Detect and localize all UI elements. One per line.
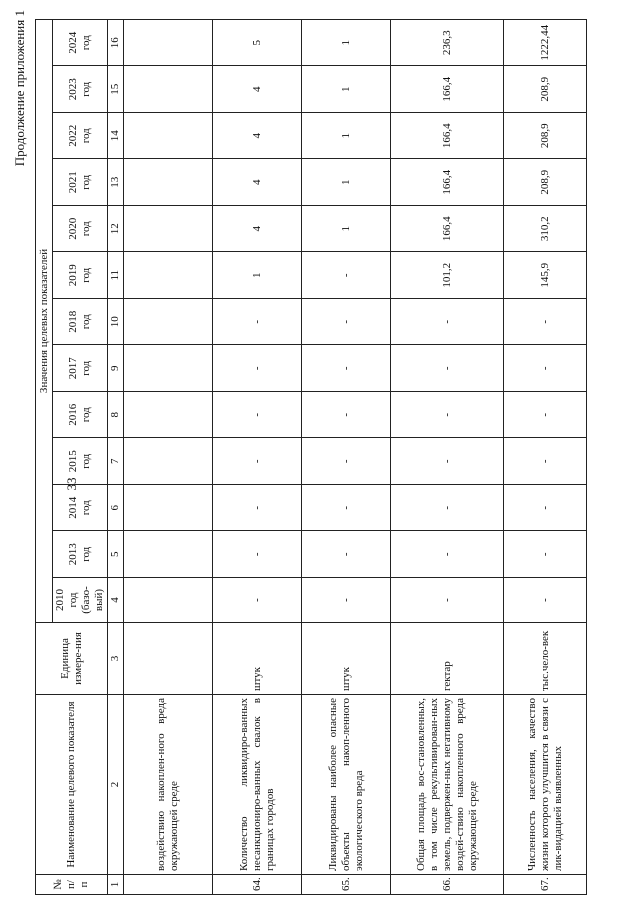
table-row <box>504 19 587 894</box>
value-cell: - <box>213 438 302 485</box>
indicator-name: Количество ликвидиро-ванных несанкциониро-ванных свалок в границах городов <box>213 695 302 875</box>
header-year: 2024 год <box>53 19 108 66</box>
indicator-name: Ликвидированы наиболее опасные объекты накоп-ленного экологического вреда <box>302 695 391 875</box>
column-number: 10 <box>108 299 124 346</box>
value-cell: 1 <box>302 206 391 253</box>
value-cell: 1 <box>302 19 391 66</box>
value-cell: - <box>213 345 302 392</box>
column-number: 2 <box>108 695 124 875</box>
value-cell: - <box>504 438 587 485</box>
header-year: 2018 год <box>53 299 108 346</box>
value-cell: - <box>302 438 391 485</box>
value-cell: 310,2 <box>504 206 587 253</box>
header-year: 2017 год <box>53 345 108 392</box>
header-year: 2014 год <box>53 485 108 532</box>
indicator-name: Общая площадь вос-становленных, в том числе рекультивирован-ных земель, подвержен-ных негативному воздей-ствию накопленного вреда окружающей среде <box>391 695 504 875</box>
value-cell: - <box>213 578 302 623</box>
value-cell: - <box>302 392 391 439</box>
value-cell: - <box>302 531 391 578</box>
indicator-unit: тыс.чело-век <box>504 623 587 695</box>
column-numbers-row <box>108 19 124 894</box>
indicator-unit: штук <box>213 623 302 695</box>
header-number: № п/п <box>36 875 108 895</box>
value-cell: - <box>504 345 587 392</box>
indicator-unit: гектар <box>391 623 504 695</box>
column-number: 3 <box>108 623 124 695</box>
header-year: 2013 год <box>53 531 108 578</box>
value-cell: - <box>504 485 587 532</box>
column-number: 7 <box>108 438 124 485</box>
header-row-group <box>36 19 53 894</box>
column-number: 6 <box>108 485 124 532</box>
header-year: 2019 год <box>53 252 108 299</box>
header-values-group: Значения целевых показателей <box>36 19 53 622</box>
value-cell <box>124 206 213 253</box>
value-cell <box>124 578 213 623</box>
value-cell: - <box>213 485 302 532</box>
value-cell: 208,9 <box>504 159 587 206</box>
column-number: 4 <box>108 578 124 623</box>
value-cell <box>124 531 213 578</box>
column-number: 14 <box>108 113 124 160</box>
value-cell: 1222,44 <box>504 19 587 66</box>
header-indicator-name: Наименование целевого показателя <box>36 695 108 875</box>
value-cell: - <box>302 299 391 346</box>
table-row <box>213 19 302 894</box>
header-year: 2015 год <box>53 438 108 485</box>
header-year: 2010 год (базо-вый) <box>53 578 108 623</box>
value-cell: - <box>504 299 587 346</box>
column-number: 8 <box>108 392 124 439</box>
column-number: 5 <box>108 531 124 578</box>
value-cell <box>124 345 213 392</box>
value-cell: - <box>391 299 504 346</box>
row-number <box>124 875 213 895</box>
value-cell <box>124 438 213 485</box>
value-cell: - <box>302 578 391 623</box>
header-year: 2022 год <box>53 113 108 160</box>
header-year: 2020 год <box>53 206 108 253</box>
value-cell: - <box>391 345 504 392</box>
value-cell: 1 <box>213 252 302 299</box>
column-number: 16 <box>108 19 124 66</box>
value-cell: - <box>302 485 391 532</box>
value-cell: 4 <box>213 113 302 160</box>
value-cell <box>124 113 213 160</box>
value-cell: - <box>391 438 504 485</box>
value-cell: - <box>504 392 587 439</box>
value-cell: 208,9 <box>504 113 587 160</box>
value-cell: 4 <box>213 159 302 206</box>
value-cell <box>124 252 213 299</box>
value-cell: 1 <box>302 159 391 206</box>
value-cell: - <box>302 345 391 392</box>
value-cell: - <box>213 531 302 578</box>
value-cell: 101,2 <box>391 252 504 299</box>
column-number: 13 <box>108 159 124 206</box>
header-unit: Единица измере-ния <box>36 623 108 695</box>
value-cell: - <box>504 578 587 623</box>
column-number: 9 <box>108 345 124 392</box>
value-cell <box>124 159 213 206</box>
row-number: 66. <box>391 875 504 895</box>
column-number: 1 <box>108 875 124 895</box>
row-number: 64. <box>213 875 302 895</box>
value-cell: 1 <box>302 66 391 113</box>
indicator-name: воздействию накоплен-ного вреда окружающей среде <box>124 695 213 875</box>
value-cell: - <box>213 392 302 439</box>
value-cell: 5 <box>213 19 302 66</box>
value-cell: 236,3 <box>391 19 504 66</box>
row-number: 67. <box>504 875 587 895</box>
value-cell: 4 <box>213 66 302 113</box>
value-cell: 208,9 <box>504 66 587 113</box>
header-year: 2021 год <box>53 159 108 206</box>
value-cell: 166,4 <box>391 159 504 206</box>
appendix-label: Продолжение приложения 1 <box>12 10 27 167</box>
value-cell: 166,4 <box>391 113 504 160</box>
column-number: 15 <box>108 66 124 113</box>
column-number: 11 <box>108 252 124 299</box>
column-number: 12 <box>108 206 124 253</box>
indicator-name: Численность населения, качество жизни которого улучшится в связи с лик-видацией выявленных <box>504 695 587 875</box>
value-cell: - <box>213 299 302 346</box>
value-cell: - <box>302 252 391 299</box>
value-cell: 1 <box>302 113 391 160</box>
table-row <box>302 19 391 894</box>
value-cell: 166,4 <box>391 206 504 253</box>
page-number: 33 <box>64 477 79 491</box>
value-cell: - <box>391 392 504 439</box>
value-cell <box>124 66 213 113</box>
value-cell: - <box>391 531 504 578</box>
value-cell: - <box>391 578 504 623</box>
target-indicators-table <box>35 19 587 895</box>
value-cell <box>124 392 213 439</box>
header-year: 2023 год <box>53 66 108 113</box>
header-year: 2016 год <box>53 392 108 439</box>
value-cell <box>124 299 213 346</box>
indicator-unit: штук <box>302 623 391 695</box>
value-cell: - <box>504 531 587 578</box>
table-row <box>391 19 504 894</box>
indicator-unit <box>124 623 213 695</box>
value-cell <box>124 19 213 66</box>
value-cell: 166,4 <box>391 66 504 113</box>
value-cell: 145,9 <box>504 252 587 299</box>
table-row <box>124 19 213 894</box>
value-cell <box>124 485 213 532</box>
value-cell: - <box>391 485 504 532</box>
value-cell: 4 <box>213 206 302 253</box>
row-number: 65. <box>302 875 391 895</box>
